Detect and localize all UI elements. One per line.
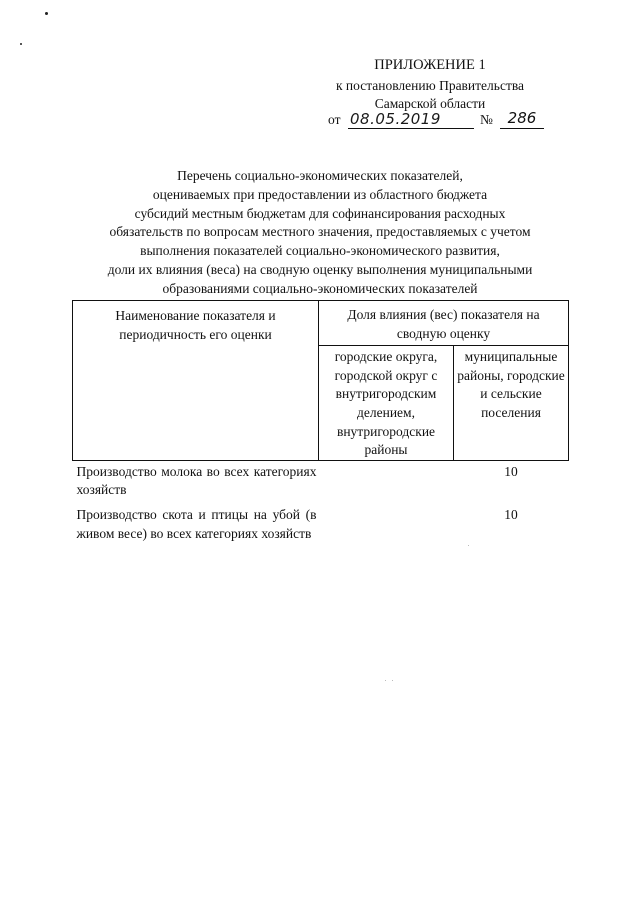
urban-weight bbox=[319, 504, 454, 547]
resolution-date-line bbox=[328, 109, 568, 132]
title-line: обязательств по вопросам местного значения, предоставляемых с учетом bbox=[109, 224, 531, 240]
title-line: доли их влияния (веса) на сводную оценку выполнения муниципальными bbox=[107, 261, 533, 277]
title-line: Перечень социально-экономических показателей, bbox=[177, 168, 463, 183]
indicator-name: Производство скота и птицы на убой (в живом весе) во всех категориях хозяйств bbox=[76, 506, 317, 541]
municipal-weight: 10 bbox=[504, 463, 518, 479]
header-weight: Доля влияния (вес) показателя на сводную оценку bbox=[319, 301, 569, 346]
subheader-municipal-districts: муниципальные районы, городские и сельские поселения bbox=[454, 346, 569, 461]
subheader-urban-districts: городские округа, городской округ с внутригородским делением, внутригородские районы bbox=[319, 346, 454, 461]
appendix-region: Самарской области bbox=[374, 96, 486, 111]
title-line: субсидий местным бюджетам для софинансирования расходных bbox=[134, 205, 506, 221]
resolution-date: 08.05.2019 bbox=[348, 110, 474, 129]
scan-speck bbox=[20, 43, 22, 45]
document-title bbox=[60, 167, 580, 299]
scan-speck bbox=[385, 680, 386, 681]
appendix-resolution: к постановлению Правительства bbox=[335, 78, 525, 93]
date-prefix: от bbox=[328, 112, 341, 127]
scan-speck bbox=[392, 680, 393, 681]
number-prefix: № bbox=[480, 112, 493, 127]
scan-speck bbox=[45, 12, 48, 15]
title-line: образованиями социально-экономических показателей bbox=[162, 280, 478, 296]
scan-speck bbox=[468, 545, 469, 546]
municipal-weight: 10 bbox=[504, 506, 518, 522]
indicators-table bbox=[72, 300, 569, 547]
appendix-title: ПРИЛОЖЕНИЕ 1 bbox=[374, 57, 486, 73]
header-indicator-name: Наименование показателя и периодичность его оценки bbox=[73, 301, 319, 461]
title-line: выполнения показателей социально-экономического развития, bbox=[140, 243, 500, 259]
table-row bbox=[73, 504, 569, 547]
resolution-number: 286 bbox=[500, 109, 544, 129]
indicator-name: Производство молока во всех категориях хозяйств bbox=[76, 463, 317, 498]
table-row bbox=[73, 460, 569, 504]
title-line: оцениваемых при предоставлении из областного бюджета bbox=[152, 186, 488, 202]
urban-weight bbox=[319, 460, 454, 504]
